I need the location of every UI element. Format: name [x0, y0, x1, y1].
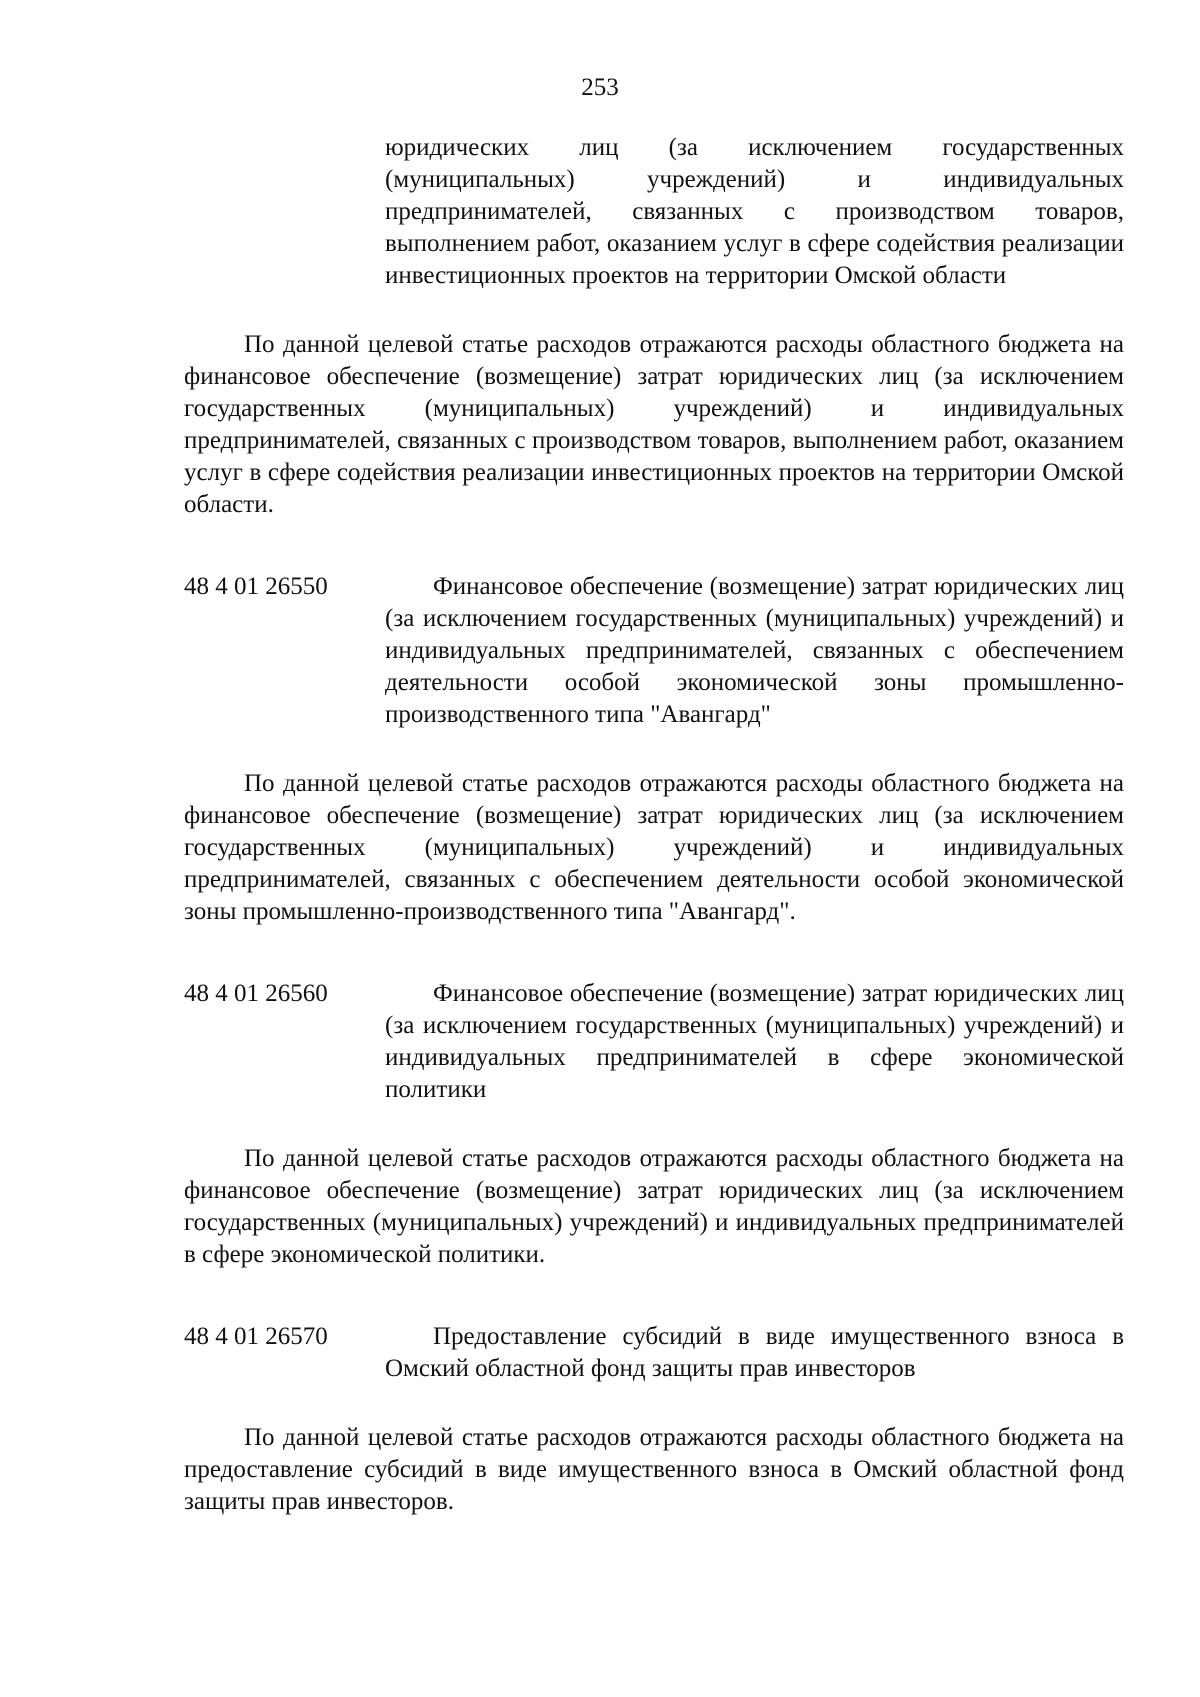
entry-title: Финансовое обеспечение (возмещение) затрат юридических лиц (за исключением государственных (муниципальных) учреждений) и индивидуальных предпринимателей в сфере экономической политики	[385, 980, 1124, 1103]
budget-entry	[184, 978, 1124, 1106]
document-body	[184, 132, 1124, 1543]
description-paragraph: По данной целевой статье расходов отражаются расходы областного бюджета на предоставление субсидий в виде имущественного взноса в Омский областной фонд защиты прав инвесторов.	[184, 1424, 1124, 1515]
description-paragraph: По данной целевой статье расходов отражаются расходы областного бюджета на финансовое обеспечение (возмещение) затрат юридических лиц (за исключением государственных (муниципальных) учреждений) и индивидуальных предпринимателей, связанных с обеспечением деятельности особой экономической зоны промышленно-производственного типа "Авангард".	[184, 770, 1124, 925]
continued-entry-title: юридических лиц (за исключением государственных (муниципальных) учреждений) и индивидуальных предпринимателей, связанных с производством товаров, выполнением работ, оказанием услуг в сфере содействия реализации инвестиционных проектов на территории Омской области	[385, 134, 1124, 289]
entry-code: 48 4 01 26560	[184, 980, 328, 1007]
entry-title: Финансовое обеспечение (возмещение) затрат юридических лиц (за исключением государственных (муниципальных) учреждений) и индивидуальных предпринимателей, связанных с обеспечением деятельности особой экономической зоны промышленно-производственного типа "Авангард"	[385, 573, 1124, 728]
description-paragraph: По данной целевой статье расходов отражаются расходы областного бюджета на финансовое обеспечение (возмещение) затрат юридических лиц (за исключением государственных (муниципальных) учреждений) и индивидуальных предпринимателей, связанных с производством товаров, выполнением работ, оказанием услуг в сфере содействия реализации инвестиционных проектов на территории Омской области.	[184, 331, 1124, 518]
entry-code: 48 4 01 26570	[184, 1323, 328, 1350]
page-number: 253	[581, 74, 619, 101]
description-paragraph: По данной целевой статье расходов отражаются расходы областного бюджета на финансовое обеспечение (возмещение) затрат юридических лиц (за исключением государственных (муниципальных) учреждений) и индивидуальных предпринимателей в сфере экономической политики.	[184, 1145, 1124, 1268]
entry-title: Предоставление субсидий в виде имущественного взноса в Омский областной фонд защиты прав инвесторов	[385, 1323, 1124, 1382]
budget-entry	[184, 1321, 1124, 1385]
budget-entry	[184, 571, 1124, 731]
entry-code: 48 4 01 26550	[184, 573, 328, 600]
